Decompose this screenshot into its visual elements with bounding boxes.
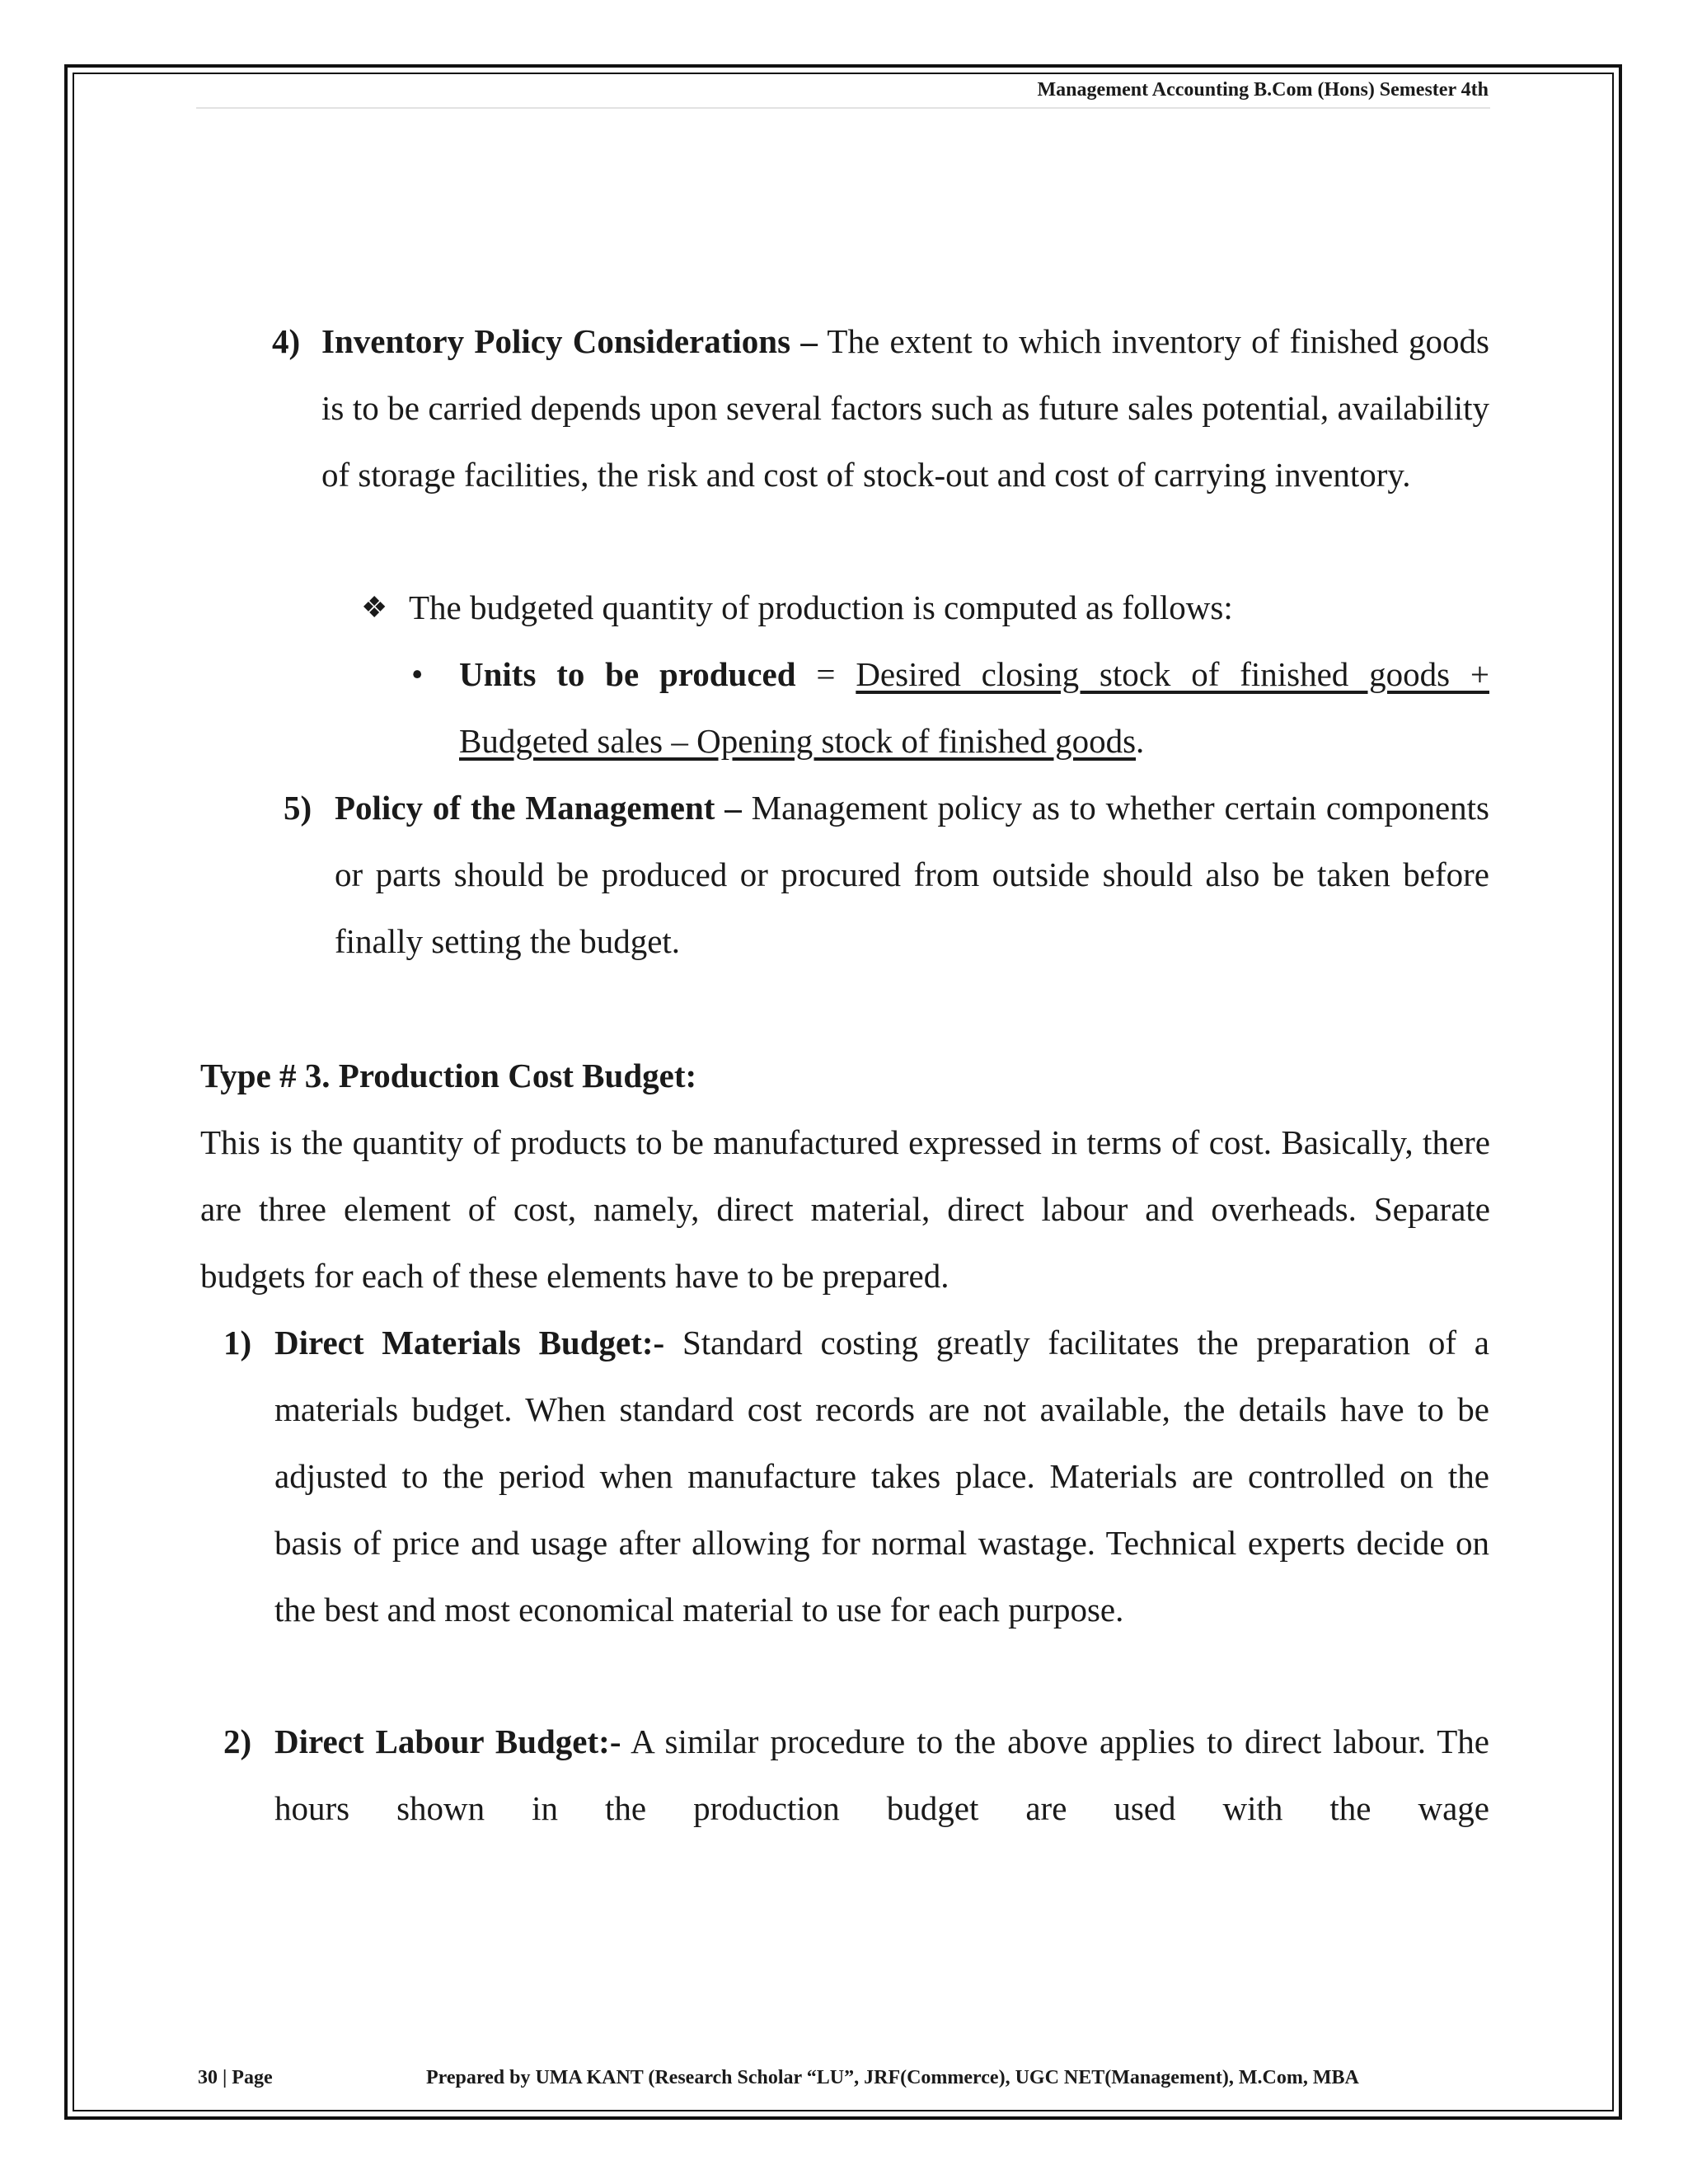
list-item-direct-labour — [223, 1708, 1489, 1842]
item-title: Policy of the Management – — [335, 789, 742, 827]
item-text: Management policy as to whether certain components or parts should be produced or procured from outside should also be taken before finally setting the budget. — [335, 789, 1490, 960]
list-number: 5) — [284, 789, 312, 827]
intro-text: This is the quantity of products to be manufactured expressed in terms of cost. Basically, there are three element of cost, namely, direct material, direct labour and overheads. Separate budgets for each of these elements have to be prepared. — [200, 1123, 1490, 1295]
item-title: Direct Materials Budget:- — [274, 1324, 665, 1361]
running-header: Management Accounting B.Com (Hons) Semester 4th — [1037, 79, 1489, 101]
item-title: Direct Labour Budget:- — [274, 1722, 621, 1760]
item-text: A similar procedure to the above applies to direct labour. The hours shown in the production budget are used with the wage — [274, 1722, 1489, 1827]
item-title: Inventory Policy Considerations – — [321, 322, 818, 360]
section-heading: Type # 3. Production Cost Budget: — [200, 1057, 697, 1094]
item-text: The budgeted quantity of production is computed as follows: — [409, 588, 1233, 626]
formula-label: Units to be produced — [459, 655, 796, 693]
list-item-management-policy — [284, 775, 1490, 975]
item-text: The extent to which inventory of finished goods is to be carried depends upon several factors such as future sales potential, availability of storage facilities, the risk and cost of stock-out and cost of carrying inventory. — [321, 322, 1489, 494]
section-intro-paragraph — [200, 1109, 1490, 1310]
list-number: 1) — [223, 1324, 252, 1361]
formula-period: . — [1136, 722, 1145, 760]
item-text: Standard costing greatly facilitates the preparation of a materials budget. When standard cost records are not available, the details have to be adjusted to the period when manufacture takes place. Materials are controlled on the basis of price and usage after allowing for normal wastage. Technical experts decide on the best and most economical material to use for each purpose. — [274, 1324, 1489, 1629]
diamond-bullet-icon: ❖ — [361, 591, 388, 624]
list-item-inventory-policy — [272, 308, 1489, 509]
list-number: 4) — [272, 322, 301, 360]
dot-bullet-icon: • — [411, 655, 424, 693]
list-item-budgeted-quantity — [361, 574, 1480, 641]
footer-credit: Prepared by UMA KANT (Research Scholar “LU”, JRF(Commerce), UGC NET(Management), M.Com, MBA — [426, 2067, 1359, 2088]
header-divider — [196, 107, 1490, 109]
formula-equals: = — [795, 655, 856, 693]
list-item-units-formula — [411, 641, 1489, 775]
formula-expression: Desired closing stock of finished goods + Budgeted sales – Opening stock of finished goods — [459, 655, 1489, 760]
page-number: 30 | Page — [198, 2067, 273, 2088]
list-item-direct-materials — [223, 1310, 1489, 1643]
list-number: 2) — [223, 1722, 252, 1760]
